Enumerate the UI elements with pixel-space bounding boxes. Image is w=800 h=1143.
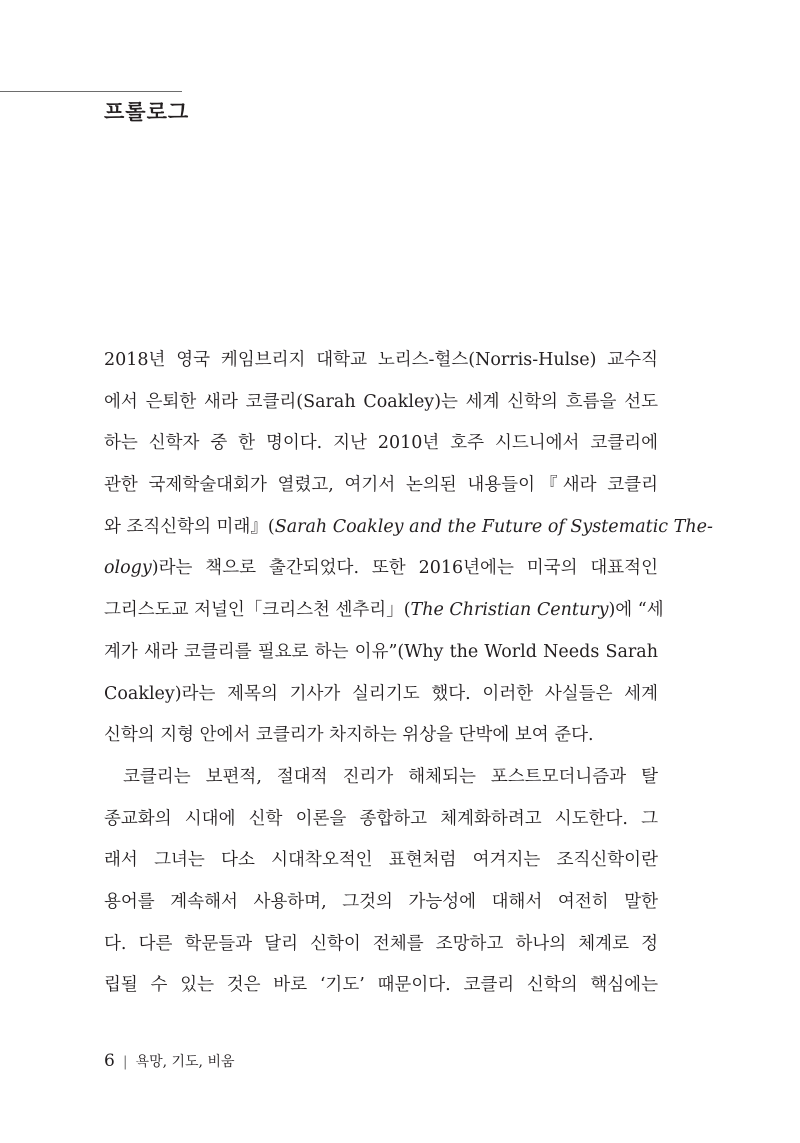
text-line: 에서 은퇴한 새라 코클리(Sarah Coakley)는 세계 신학의 흐름을 선도 [104,391,658,412]
text-line: 관한 국제학술대회가 열렸고, 여기서 논의된 내용들이『새라 코클리 [104,475,658,496]
text-line [104,507,713,549]
text-line [104,548,658,590]
text-line: 하는 신학자 중 한 명이다. 지난 2010년 호주 시드니에서 코클리에 [104,433,658,454]
text-line: 코클리는 보편적, 절대적 진리가 해체되는 포스트모더니즘과 탈 [123,766,658,787]
page-footer [104,1051,235,1071]
text-line: Coakley)라는 제목의 기사가 실리기도 했다. 이러한 사실들은 세계 [104,683,658,704]
page-number: 6 [104,1051,115,1071]
running-book-title: 욕망, 기도, 비움 [135,1054,235,1070]
text-line: 래서 그녀는 다소 시대착오적인 표현처럼 여겨지는 조직신학이란 [104,850,658,871]
body-text [104,340,713,1007]
book-title-italic: ology [104,558,152,579]
text-line: 2018년 영국 케임브리지 대학교 노리스-헐스(Norris-Hulse) 교수직 [104,350,658,370]
text-line: 신학의 지형 안에서 코클리가 차지하는 위상을 단박에 보여 준다. [104,725,594,746]
journal-title-italic: The Christian Century [410,600,609,621]
book-title-italic: Sarah Coakley and the Future of Systematic The- [274,516,713,537]
header-rule [0,91,182,92]
text-line: 계가 새라 코클리를 필요로 하는 이유”(Why the World Needs Sarah [104,641,658,662]
text-line: 종교화의 시대에 신학 이론을 종합하고 체계화하려고 시도한다. 그 [104,808,658,829]
text-line-plain: )라는 책으로 출간되었다. 또한 2016년에는 미국의 대표적인 [151,558,658,579]
text-line: 다. 다른 학문들과 달리 신학이 전체를 조망하고 하나의 체계로 정 [104,933,658,954]
footer-separator: | [122,1054,128,1070]
text-line-plain: 그리스도교 저널인「크리스천 센추리」( [104,600,411,621]
text-line-plain: 와 조직신학의 미래』( [104,516,275,537]
chapter-title: 프롤로그 [104,100,190,124]
text-line: 용어를 계속해서 사용하며, 그것의 가능성에 대해서 여전히 말한 [104,891,658,912]
text-line-plain: )에 “세 [608,600,664,621]
text-line [104,590,664,632]
text-line: 립될 수 있는 것은 바로 ‘기도’ 때문이다. 코클리 신학의 핵심에는 [104,975,658,996]
